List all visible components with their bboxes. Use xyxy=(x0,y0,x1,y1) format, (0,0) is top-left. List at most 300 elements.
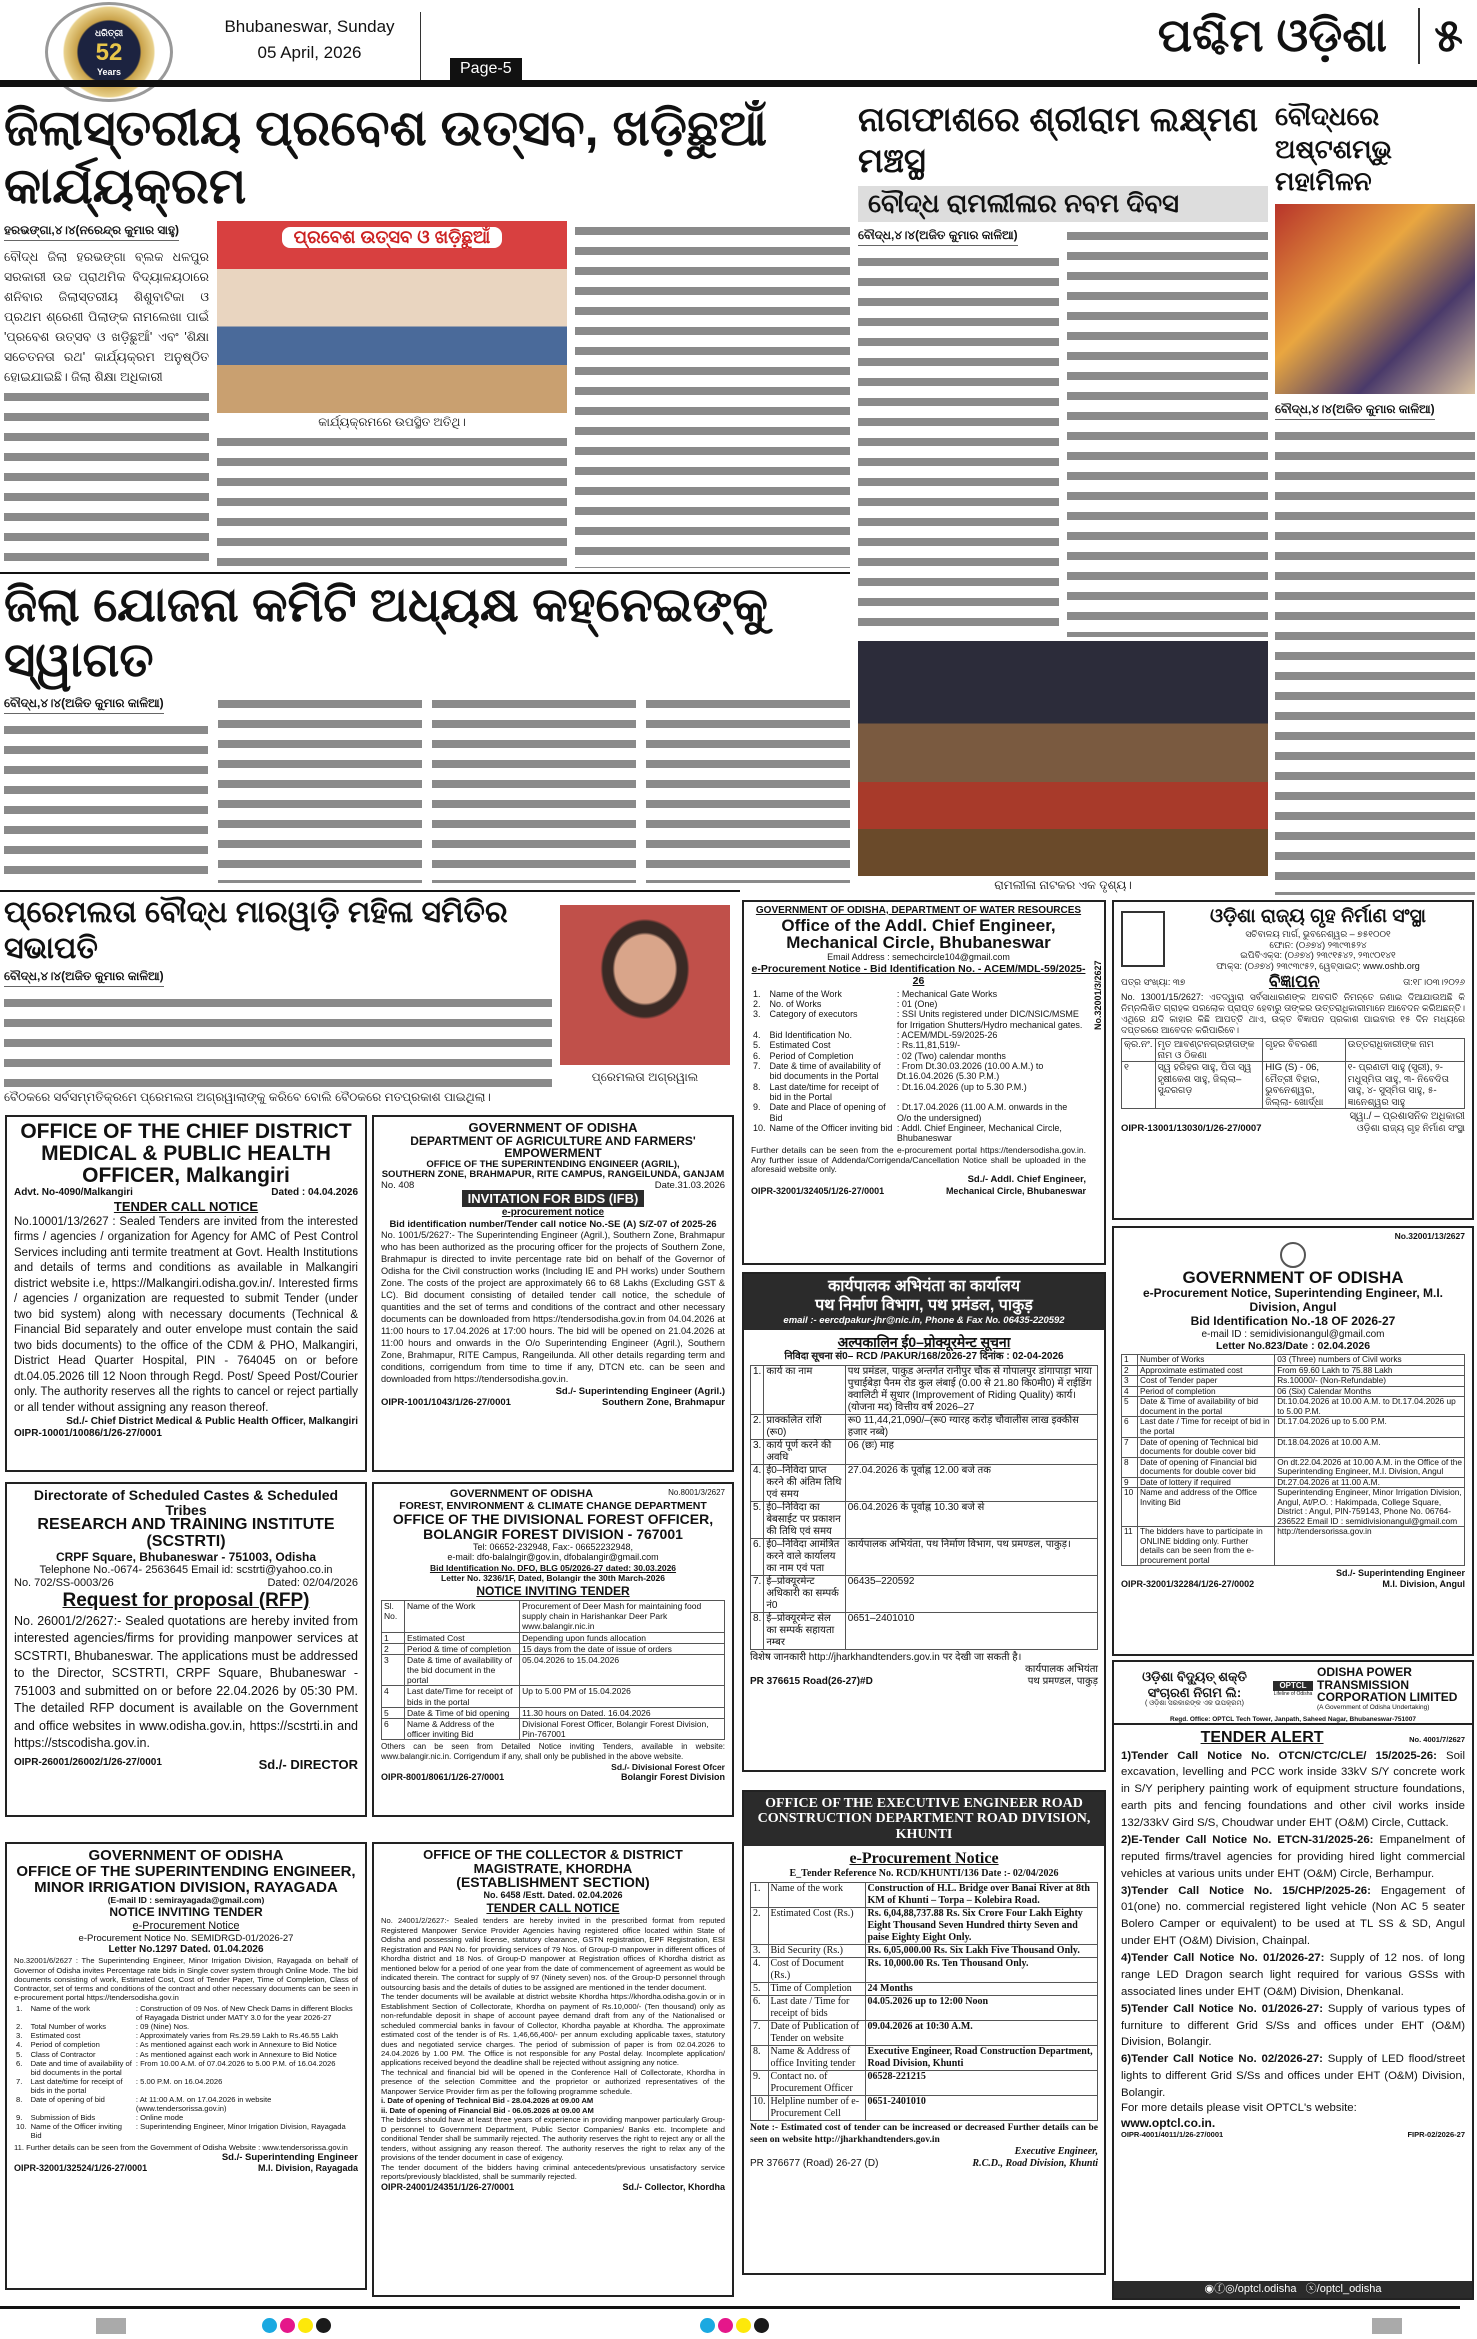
tender-notice-number: 6)Tender Call Notice No. 02/2026-27: xyxy=(1121,2053,1323,2066)
table-cell: Date of Publication of Tender on website xyxy=(768,2021,865,2046)
headline-premalata: ପ୍ରେମଲତା ବୌଦ୍ଧ ମାରୱାଡ଼ି ମହିଳା ସମିତିର ସଭାପତି xyxy=(4,896,508,965)
table-cell: : 09 (Nine) Nos. xyxy=(135,2022,190,2032)
table-cell: 4. xyxy=(751,1958,769,1983)
table-cell: : Addl. Chief Engineer, Mechanical Circle, Bhubaneswar xyxy=(896,1123,1062,1144)
table-cell: Name of the Officer inviting Bid xyxy=(30,2122,123,2141)
tender-alert-item: 4)Tender Call Notice No. 01/2026-27: Supply of 12 nos. of long range LED Dragon search light required for various GSSs with associated lines under EHT (O&M) Division, Dhenkanal. xyxy=(1121,1952,1465,1998)
table-cell: 4. xyxy=(16,2040,23,2050)
table-row xyxy=(382,1719,725,1740)
table-cell: 2 xyxy=(382,1643,405,1654)
article-body: ବୌଦ୍ଧ ଜିଲା ହରଭଙ୍ଗା ବ୍ଲକ ଧଳପୁର ସରକାରୀ ଉଚ୍ଚ ପ୍ରାଥମିକ ବିଦ୍ୟାଳୟଠାରେ ଶନିବାର ଜିଲାସ୍ତରୀୟ ଶିଶୁବାଟିକା ଓ ପ୍ରଥମ ଶ୍ରେଣୀ ପିଲାଙ୍କ ନାମଲେଖା ପାଇଁ 'ପ୍ରବେଶ ଉତ୍ସବ ଓ ଖଡ଼ିଛୁଆଁ' ଏବଂ 'ଶିକ୍ଷା ସଚେତନତା ରଥ' କାର୍ଯ୍ୟକ୍ରମ ଅନୁଷ୍ଠିତ ହୋଇଯାଇଛି। ଜିଲା ଶିକ୍ଷା ଅଧିକାରୀ xyxy=(4,250,209,384)
table-cell: 06 (छः) माह xyxy=(845,1439,1097,1464)
table-cell: 10 xyxy=(1122,1488,1138,1527)
table-cell: Total Number of works xyxy=(30,2022,107,2032)
table-cell: Period of completion xyxy=(30,2040,100,2050)
table-row xyxy=(14,2031,358,2040)
color-dot xyxy=(316,2318,331,2333)
tender-notice-number: 5)Tender Call Notice No. 01/2026-27: xyxy=(1121,2002,1324,2015)
table-row xyxy=(382,1686,725,1707)
mahamilan-photo xyxy=(1275,204,1475,394)
table-cell: : As mentioned against each work in Annexure to Bid Notice xyxy=(135,2040,337,2050)
table-cell: 8. xyxy=(751,2046,769,2071)
article-body-end: ବୈଠକରେ ସର୍ବସମ୍ମତିକ୍ରମେ ପ୍ରେମଲତା ଅଗ୍ରୱାଲାଙ୍କୁ କରିବେ ବୋଲି ବୈଠକରେ ମତପ୍ରକାଶ ପାଇଥିଲା। xyxy=(4,1090,491,1104)
table-row xyxy=(751,1123,1086,1144)
table-cell: Executive Engineer, Road Construction Department, Road Division, Khunti xyxy=(865,2046,1098,2071)
table-cell: Procurement of Deer Mash for maintaining food supply chain in Harishankar Deer Park www.balangir.nic.in xyxy=(520,1600,725,1632)
newspaper-logo: ଧରିତ୍ରୀ 52 Years xyxy=(45,2,173,102)
table-row xyxy=(751,1414,1098,1439)
headline-pravesh-utsav: ଜିଲାସ୍ତରୀୟ ପ୍ରବେଶ ଉତ୍ସବ, ଖଡ଼ିଛୁଆଁ କାର୍ଯ୍ୟକ୍ରମ xyxy=(4,100,768,214)
table-cell: 5. xyxy=(751,1983,769,1996)
table-cell: Number of Works xyxy=(1138,1355,1275,1366)
table-cell: 3. xyxy=(16,2031,23,2041)
table-row xyxy=(14,2122,358,2140)
ad-khordha-collector: OFFICE OF THE COLLECTOR & DISTRICT MAGISTRATE, KHORDHA (ESTABLISHMENT SECTION) No. 6458 /Estt. Dated. 02.04.2026 TENDER CALL NOTICE No. 24001/2/2627:- Sealed tenders are hereby invited in the prescribed format from reputed Registered Manpower Service Provider Agencies having registered office located within State of Odisha and possessing valid license, statutory clearance, GSTN registration, EPF Registration, ESI Registration and PAN No. for providing services of 79 Nos. of Group-D manpower in different offices of Khordha district and 18 Nos. of Group-D manpower at Registration offices of Khordha district as mentioned below for a period of one year from the date of commencement of agreement as would be indicated therein. The contract for supply of 97 (Ninety seven) nos. of the Group-D personnel through outsourcing basis and the details of duties to be assigned are mentioned in the tender document. The tender documents will be available at district website Khordha https://khordha.odisha.gov.in or in Establishment Section of Collectorate, Khordha on payment of Rs.10,000/- (Ten thousand) only as non-refundable deposit in shape of account payee demand draft from any of the Nationalised or scheduled commercial banks in favour of Collector, Khordha payable at Khordha. The approximate estimated cost of the tender is of Rs. 1,46,66,400/- per annum excluding applicable taxes, statutory dues and negotiated service charges. The period of submission of paper is from 02.04.2026 to 24.04.2026 by 1.00 PM. The Office is not responsible for any Postal delay. Incomplete application/ applications received beyond the deadline shall be rejected without assigning any notice. The technical and financial bid will be opened in the Conference Hall of Collectorate, Khordha in presence of the selection Committee and the proprietor or authorized representatives of the Manpower Service Provider firm as per the following programme schedule. i. Date of opening of Technical Bid - 28.04.2026 at 09.00 AM ii. Date of opening of Financial Bid - 06.05.2026 at 09.00 AM The bidders should have at least three years of experience in providing manpower particularly Group-D personnel to Government Department, Public Sector Companies/ Banks etc. Incomplete and conditional Tender shall be summarily rejected. The authority reserves the right to reject any or all the tenders, without assigning any reason thereof. The authority reserves the right to relax any of the provisions of the tender document in case of exigency. The tender document of the bidders having criminal antecedents/previous unsatisfactory service reports/previously blacklisted, shall be summarily rejected. OIPR-24001/24351/1/26-27/0001 Sd./- Collector, Khordha xyxy=(372,1842,734,2297)
table-cell: 3. xyxy=(751,1945,769,1958)
ad-khunti-rcd: OFFICE OF THE EXECUTIVE ENGINEER ROAD CONSTRUCTION DEPARTMENT ROAD DIVISION, KHUNTI e-Procurement Notice E_Tender Reference No. RCD/KHUNTI/136 Date :- 02/04/2026 1. Name of the work Construction of H.L. Bridge over Banai River at 8th KM of Khunti – Torpa – Kolebira Road. 2. Estimated Cost (Rs.) Rs. 6,04,88,737.88 Rs. Six Crore Four Lakh Eighty Eight Thousand Seven Hundred thirty Seven and paise Eighty Eight Only. 3. Bid Security (Rs.) Rs. 6,05,000.00 Rs. Six Lakh Five Thousand Only. 4. Cost of Document (Rs.) Rs. 10,000.00 Rs. Ten Thousand Only. 5. Time of Completion 24 Months 6. Last date / Time for receipt of bids 04.05.2026 up to 12:00 Noon 7. Date of Publication of Tender on website 09.04.2026 at 10:30 A.M. 8. Name & Address of office Inviting tender Executive Engineer, Road Construction Department, Road Division, Khunti 9. Contact no. of Procurement Officer 06528-221215 10. Helpline number of e-Procurement Cell 0651-2401010 Note :- Estimated cost of tender can be increased or decreased Further details can be seen on website http://jharkhandtenders.gov.in Executive Engineer, PR 376677 (Road) 26-27 (D) R.C.D., Road Division, Khunti xyxy=(742,1790,1106,2275)
table-cell: 8. xyxy=(751,1612,764,1649)
table-cell: 11 xyxy=(1122,1527,1138,1566)
table-row xyxy=(751,2046,1098,2071)
byline: ବୌଦ୍ଧ,୪।୪(ଅଜିତ କୁମାର କାଳିଆ) xyxy=(1275,402,1435,420)
grey-swatch xyxy=(1372,2318,1402,2334)
table-cell: 6 xyxy=(1122,1417,1138,1437)
table-row xyxy=(1122,1488,1465,1527)
photo-caption: କାର୍ଯ୍ୟକ୍ରମରେ ଉପସ୍ଥିତ ଅତିଥି। xyxy=(318,415,466,429)
premalata-photo xyxy=(560,905,730,1065)
byline: ବୌଦ୍ଧ,୪।୪(ଅଜିତ କୁମାର କାଳିଆ) xyxy=(858,228,1018,246)
table-cell: Helpline number of e-Procurement Cell xyxy=(768,2096,865,2121)
color-dot xyxy=(754,2318,769,2333)
headline-ashtashambhu: ବୌଦ୍ଧରେ ଅଷ୍ଟଶମ୍ଭୁ ମହାମିଳନ xyxy=(1275,101,1392,196)
article-body xyxy=(4,720,208,883)
table-row xyxy=(1122,1365,1465,1376)
byline: ହରଭଙ୍ଗା,୪।୪(ନରେନ୍ଦ୍ର କୁମାର ସାହୁ) xyxy=(4,223,179,241)
ad-pakur-road: कार्यपालक अभियंता का कार्यालय पथ निर्माण विभाग, पथ प्रमंडल, पाकुड़ email :- eercdpakur-jhr@nic.in, Phone & Fax No. 06435-220592 अल्पकालिन ई0–प्रोक्यूरमेन्ट सूचना निविदा सूचना सं0– RCD /PAKUR/168/2026-27 दिनांक : 02-04-2026 1. कार्य का नाम पथ प्रमंडल, पाकुड अन्तर्गत रानीपुर चौक से गोपालपुर डांगापाड़ा भाया पुचाईबेड़ा पैनम रोड कुल लंबाई (0.00 से 21.80 कि0मी0) में राईडिंग क्वालिटी में सुधार (Improvement of Riding Quality) कार्य। (योजना मद) वित्तीय वर्ष 2026–27 2. प्राक्कलित राशि (रू0) रू0 11,44,21,090/–(रू0 ग्यारह करोड़ चौवालीस लाख इक्कीस हजार नब्बे) 3. कार्य पूर्ण करने की अवधि 06 (छः) माह 4. ई0–निविदा प्राप्त करने की अंतिम तिथि एवं समय 27.04.2026 के पूर्वाह्न 12.00 बजे तक 5. ई0–निविदा का बेबसाईट पर प्रकाशन की तिथि एवं समय 06.04.2026 के पूर्वाह्न 10.30 बजे से 6. ई0–निविदा आमंत्रित करने वाले कार्यालय का नाम एवं पता कार्यपालक अभियंता, पथ निर्माण विभाग, पथ प्रमण्डल, पाकुड़। 7. ई–प्रोक्यूरमेन्ट अधिकारी का सम्पर्क नं0 06435–220592 8. ई–प्रोक्यूरमेन्ट सेल का सम्पर्क सहायता नम्बर 0651–2401010 विशेष जानकारी http://jharkhandtenders.gov.in पर देखी जा सकती है। कार्यपालक अभियंता PR 376615 Road(26-27)#D पथ प्रमण्डल, पाकुड़ xyxy=(742,1272,1106,1772)
table-cell: : Mechanical Gate Works xyxy=(896,988,998,999)
article-body-continued xyxy=(4,387,209,568)
table-cell: Period & time of completion xyxy=(404,1643,519,1654)
table-cell: 04.05.2026 up to 12:00 Noon xyxy=(865,1996,1098,2021)
table-cell: 7. xyxy=(753,1061,761,1072)
heirs-table: କ୍ର.ନଂ. ମୃତ ଆବଣ୍ଟନଗ୍ରହୀତାଙ୍କ ନାମ ଓ ଠିକଣା ଗୃହର ବିବରଣୀ ଉତ୍ତରାଧିକାରୀଙ୍କ ନାମ ୧ ସ୍ୱ ହରିହର ସାହୁ, ପିତା ସ୍ୱ ହୃଷୀକେଶ ସାହୁ, ଜିଲ୍ଲା– ସୁନ୍ଦରଗଡ଼ HIG (S) - 06, ମୈତ୍ରୀ ବିହାର, ଭୁବନେଶ୍ୱର, ଜିଲ୍ଲା- ଖୋର୍ଦ୍ଧା ୧- ପ୍ରଣତୀ ସାହୁ (ସ୍ତ୍ରୀ), ୨- ମଧୁସ୍ମିତା ସାହୁ, ୩- ନିବେଦିତା ସାହୁ, ୪- ସୁସ୍ମିତା ସାହୁ, ୫- ଜ୍ଞାନେଶ୍ୱର ସାହୁ xyxy=(1121,1038,1465,1109)
table-row xyxy=(14,2113,358,2122)
article-body-continued xyxy=(646,694,850,883)
table-cell: Date of opening of bid xyxy=(30,2095,105,2105)
table-row xyxy=(751,1082,1086,1103)
table-cell: Period of completion xyxy=(1138,1386,1275,1397)
tender-alert-item: 1)Tender Call Notice No. OTCN/CTC/CLE/ 15/2025-26: Soil excavation, levelling and PCC work inside 33kV S/Y concrete work in S/Y periphery painting work of equipment structure foundations, earth pits and fencing foundations and other civil works inside 132/33kV Gird S/S, Choudwar under EHT (O&M) Circle, Cuttack. xyxy=(1121,1749,1465,1830)
table-cell: : 02 (Two) calendar months xyxy=(896,1050,1006,1061)
table-row xyxy=(751,1996,1098,2021)
table-cell: 1. xyxy=(751,1883,769,1908)
table-cell: 4. xyxy=(751,1464,764,1501)
tender-details-table xyxy=(750,1882,1098,2121)
table-cell: 05.04.2026 to 15.04.2026 xyxy=(520,1654,725,1686)
tender-alert-item: 3)Tender Call Notice No. 15/CHP/2025-26: Engagement of 01(one) no. commercial registered light vehicle (Non AC 5 seater Bolero Camper or equivalent) to be used at TL SS & SD, Angul under EHT (O&M) Division, Chainpal. xyxy=(1121,1884,1465,1948)
table-row xyxy=(751,1061,1086,1082)
photo-caption: ରାମଲୀଳା ନାଟକର ଏକ ଦୃଶ୍ୟ। xyxy=(994,878,1132,892)
ad-optcl-tender-alert: ଓଡ଼ିଶା ବିଦ୍ୟୁତ୍ ଶକ୍ତି ସଂଚାରଣ ନିଗମ ଲି: ( ଓଡ଼ିଶା ସରକାରଙ୍କ ଏକ ଉପକ୍ରମ) OPTCL Lifeline of Odisha ODISHA POWER TRANSMISSION CORPORATION LIMITED (A Government of Odisha Undertaking) Regd. Office: OPTCL Tech Tower, Janpath, Saheed Nagar, Bhubaneswar-751007 TENDER ALERT No. 4001/7/2627 1)Tender Call Notice No. OTCN/CTC/CLE/ 15/2025-26: Soil excavation, levelling and PCC work inside 33kV S/Y concrete work in S/Y periphery painting work of equipment structure foundations, earth pits and fencing foundations and other civil works inside 132/33kV Gird S/S, Choudwar under EHT (O&M) Circle, Cuttack. 2)E-Tender Call Notice No. ETCN-31/2025-26: Empanelment of reputed firms/travel agencies for providing hired light commercial vehicles at various units under EHT (O&M) Circle, Berhampur. 3)Tender Call Notice No. 15/CHP/2025-26: Engagement of 01(one) no. commercial registered light vehicle (Non AC 5 seater Bolero Camper or equivalent) to be used at TL SS & SD, Angul under EHT (O&M) Division, Chainpal. 4)Tender Call Notice No. 01/2026-27: Supply of 12 nos. of long range LED Dragon search light required for various GSSs with associated lines under EHT (O&M) Division, Dhenkanal. 5)Tender Call Notice No. 01/2026-27: Supply of various types of furniture to different Grid S/Ss and offices under EHT (O&M) Division, Bolangir. 6)Tender Call Notice No. 02/2026-27: Supply of LED flood/street lights to different Grid S/Ss and offices under EHT (O&M) Division, Bolangir. For more details please visit OPTCL's website: www.optcl.co.in. OIPR-4001/4011/1/26-27/0001 FIPR-02/2026-27 ◉ⓕ◎/optcl.odisha ⓧ/optcl_odisha xyxy=(1112,1660,1474,2300)
water-details-table xyxy=(751,989,1086,1144)
table-cell: प्राक्कलित राशि (रू0) xyxy=(764,1414,845,1439)
tender-alert-list xyxy=(1121,1748,1465,2102)
table-row xyxy=(751,1575,1098,1612)
table-cell: Name of the work xyxy=(768,1883,865,1908)
odisha-emblem-icon xyxy=(1280,1242,1306,1268)
table-row xyxy=(751,999,1086,1009)
table-cell: Dt.27.04.2026 at 11.00 A.M. xyxy=(1275,1477,1465,1488)
table-cell: : Superintending Engineer, Minor Irrigation Division, Rayagada xyxy=(135,2122,346,2132)
table-cell: Date of opening of Financial bid documents for double cover bid xyxy=(1138,1457,1275,1477)
photo-caption: ପ୍ରେମଲତା ଅଗ୍ରୱାଲ xyxy=(591,1070,699,1084)
registration-dots xyxy=(262,2318,334,2338)
table-cell: : 01 (One) xyxy=(896,999,938,1009)
registration-dots xyxy=(700,2318,772,2338)
table-cell: Last date/time for receipt of bid in the Portal xyxy=(769,1081,879,1103)
table-cell: Date and Place of opening of Bid xyxy=(769,1102,886,1123)
color-dot xyxy=(718,2318,733,2333)
table-cell: Rs. 10,000.00 Rs. Ten Thousand Only. xyxy=(865,1958,1098,1983)
table-cell: 27.04.2026 के पूर्वाह्न 12.00 बजे तक xyxy=(845,1464,1097,1501)
page-label: Page-5 xyxy=(450,58,522,81)
tender-alert-item: 5)Tender Call Notice No. 01/2026-27: Supply of various types of furniture to different Grid S/Ss and offices under EHT (O&M) Division, Bolangir. xyxy=(1121,2002,1465,2049)
table-cell: Superintending Engineer, Minor Irrigation Division, Angul, At/P.O. : Hakimpada, College Square, District : Angul, PIN-759143, Phone No. 06764-236522 Email ID : semidivisionangul@gmail.com xyxy=(1275,1488,1465,1527)
table-cell: 4. xyxy=(753,1030,761,1041)
table-row xyxy=(1122,1376,1465,1387)
divider xyxy=(420,12,421,80)
table-cell: 1. xyxy=(16,2003,23,2013)
table-cell: 9. xyxy=(16,2113,23,2123)
table-cell: 9. xyxy=(751,2071,769,2096)
ad-rayagada-mi-division: GOVERNMENT OF ODISHA OFFICE OF THE SUPERINTENDING ENGINEER, MINOR IRRIGATION DIVISION, RAYAGADA (E-mail ID : semirayagada@gmail.com) NOTICE INVITING TENDER e-Procurement Notice e-Procurement Notice No. SEMIDRGD-01/2026-27 Letter No.1297 Dated. 01.04.2026 No.32001/6/2627 : The Superintending Engineer, Minor Irrigation Division, Rayagada on behalf of Governor of Odisha invites Percentage rate bids in Single cover system through Online Mode. The bid documents consisting of work, Estimated Cost, Cost of Tender Paper, Time of Completion, Class of Contractor, set of terms and conditions of the contract and other necessary documents can be seen in e-procurement portal https://tendersodisha.gov.in 1. Name of the work : Construction of 09 Nos. of New Check Dams in different Blocks of Rayagada District under MATY 3.0 for the year 2026-27 2. Total Number of works : 09 (Nine) Nos. 3. Estimated cost : Approximately varies from Rs.29.59 Lakh to Rs.46.55 Lakh 4. Period of completion : As mentioned against each work in Annexure to Bid Notice 5. Class of Contractor : As mentioned against each work in Annexure to Bid Notice 6. Date and time of availability of bid documents in the portal : From 10.00 A.M. of 07.04.2026 to 5.00 P.M. of 16.04.2026 7. Last date/time for receipt of bids in the portal : 5.00 P.M. on 16.04.2026 8. Date of opening of bid : At 11:00 A.M. on 17.04.2026 in website (www.tendersorissa.gov.in) 9. Submission of Bids : Online mode 10. Name of the Officer inviting Bid : Superintending Engineer, Minor Irrigation Division, Rayagada 11. Further details can be seen from the Government of Odisha Website : www.tendersorissa.gov.in Sd./- Superintending Engineer OIPR-32001/32524/1/26-27/0001 M.I. Division, Rayagada xyxy=(5,1842,367,2290)
ad-water-resources: GOVERNMENT OF ODISHA, DEPARTMENT OF WATER RESOURCES Office of the Addl. Chief Engineer, Mechanical Circle, Bhubaneswar Email Address : semechcircle104@gmail.com e-Procurement Notice - Bid Identification No. - ACEM/MDL-59/2025-26 1. Name of the Work : Mechanical Gate Works 2. No. of Works : 01 (One) 3. Category of executors : SSI Units registered under DIC/NSIC/MSME for Irrigation Shutters/Hydro mechanical gates. 4. Bid Identification No. : ACEM/MDL-59/2025-26 5. Estimated Cost : Rs.11,81,519/- 6. Period of Completion : 02 (Two) calendar months 7. Date & time of availability of bid documents in the Portal : From Dt.30.03.2026 (10.00 A.M.) to Dt.16.04.2026 (5.30 P.M.) 8. Last date/time for receipt of bid in the Portal : Dt.16.04.2026 (up to 5.30 P.M.) 9. Date and Place of opening of Bid : Dt.17.04.2026 (11.00 A.M. onwards in the O/o the undersigned) 10. Name of the Officer inviting bid : Addl. Chief Engineer, Mechanical Circle, Bhubaneswar Further details can be seen from the e-procurement portal https://tendersodisha.gov.in. Any further issue of Addenda/Corrigenda/Cancellation Notice shall be uploaded in the aforesaid website only. Sd./- Addl. Chief Engineer, OIPR-32001/32405/1/26-27/0001 Mechanical Circle, Bhubaneswar xyxy=(742,900,1106,1265)
table-cell: Rs. 6,04,88,737.88 Rs. Six Crore Four Lakh Eighty Eight Thousand Seven Hundred thirty Seven and paise Eighty Eight Only. xyxy=(865,1908,1098,1945)
table-cell: 5 xyxy=(382,1707,405,1718)
optcl-logo: OPTCL xyxy=(1273,1681,1313,1691)
color-dot xyxy=(736,2318,751,2333)
table-cell: : Dt.17.04.2026 (11.00 A.M. onwards in the O/o the undersigned) xyxy=(896,1102,1068,1123)
dateline: Bhubaneswar, Sunday 05 April, 2026 xyxy=(224,17,395,62)
table-cell: : ACEM/MDL-59/2025-26 xyxy=(896,1030,998,1041)
table-cell: 10. xyxy=(16,2122,27,2132)
article-ashtashambhu xyxy=(1275,100,1475,895)
table-row xyxy=(1122,1397,1465,1417)
tender-notice-number: 3)Tender Call Notice No. 15/CHP/2025-26: xyxy=(1121,1884,1371,1897)
table-row xyxy=(14,2022,358,2031)
table-row xyxy=(1122,1527,1465,1566)
table-row xyxy=(382,1707,725,1718)
table-cell: Cost of Document (Rs.) xyxy=(768,1958,865,1983)
table-row xyxy=(14,2077,358,2095)
table-row xyxy=(751,1009,1086,1030)
table-cell: On dt.22.04.2026 at 10.00 A.M. in the Office of the Superintending Engineer, M.I. Division, Angul xyxy=(1275,1457,1465,1477)
table-cell: : At 11:00 A.M. on 17.04.2026 in website (www.tendersorissa.gov.in) xyxy=(135,2095,272,2114)
table-row xyxy=(751,2021,1098,2046)
photo-banner: ପ୍ରବେଶ ଉତ୍ସବ ଓ ଖଡ଼ିଛୁଆଁ xyxy=(282,227,502,248)
ad-oshb-notice: ଓଡ଼ିଶା ରାଜ୍ୟ ଗୃହ ନିର୍ମାଣ ସଂସ୍ଥା ସଚିବାଳୟ ମାର୍ଗ, ଭୁବନେଶ୍ୱର – ୭୫୧୦୦୧ ଫୋନ: (୦୬୭୪) ୨୩୯୩୫୨୪ ଇପିବିଏକ୍ସ: (୦୬୭୪) ୨୩୯୧୫୪୨, ୨୩୯୦୧୪୧ ଫାକ୍ସ: (୦୬୭୪) ୨୩୯୩୯୫୨, ୱେବ୍‌ସାଇଟ୍: www.oshb.org ପତ୍ର ସଂଖ୍ୟା: ୩୭ ବିଜ୍ଞାପନ ତା:୧୮।୦୩।୨୦୨୬ No. 13001/15/2627: ଏତଦ୍ୱାରା ସର୍ବସାଧାରଣଙ୍କ ଅବଗତି ନିମନ୍ତେ ଜଣାଇ ଦିଆଯାଉଅଛି କି ନିମ୍ନଲିଖିତ ଗ୍ରାହକ ପରଲୋକ ପ୍ରାପ୍ତ ହେବାରୁ ତାଙ୍କର ଉତ୍ତରାଧିକାରୀମାନେ ଆବେଦନ କରିଅଛନ୍ତି। ଏଥିରେ ଯଦି କାହାର କିଛି ଆପତ୍ତି ଥାଏ, ଉକ୍ତ ବିଜ୍ଞାପନ ପ୍ରକାଶ ପାଇବାର ୧୫ ଦିନ ମଧ୍ୟରେ ଦପ୍ତରରେ ଆବେଦନ କରିପାରିବେ। କ୍ର.ନଂ. ମୃତ ଆବଣ୍ଟନଗ୍ରହୀତାଙ୍କ ନାମ ଓ ଠିକଣା ଗୃହର ବିବରଣୀ ଉତ୍ତରାଧିକାରୀଙ୍କ ନାମ ୧ ସ୍ୱ ହରିହର ସାହୁ, ପିତା ସ୍ୱ ହୃଷୀକେଶ ସାହୁ, ଜିଲ୍ଲା– ସୁନ୍ଦରଗଡ଼ HIG (S) - 06, ମୈତ୍ରୀ ବିହାର, ଭୁବନେଶ୍ୱର, ଜିଲ୍ଲା- ଖୋର୍ଦ୍ଧା ୧- ପ୍ରଣତୀ ସାହୁ (ସ୍ତ୍ରୀ), ୨- ମଧୁସ୍ମିତା ସାହୁ, ୩- ନିବେଦିତା ସାହୁ, ୪- ସୁସ୍ମିତା ସାହୁ, ୫- ଜ୍ଞାନେଶ୍ୱର ସାହୁ ସ୍ୱା./ – ପ୍ରଶାସନିକ ଅଧିକାରୀ OIPR-13001/13030/1/26-27/0007 ଓଡ଼ିଶା ରାଜ୍ୟ ଗୃହ ନିର୍ମାଣ ସଂସ୍ଥା xyxy=(1112,900,1474,1220)
table-cell: 06528-221215 xyxy=(865,2071,1098,2096)
table-row xyxy=(382,1643,725,1654)
x-icon: ⓧ xyxy=(1305,2282,1317,2295)
grey-swatch xyxy=(96,2318,126,2334)
table-cell: Date & Time of availability of bid document in the portal xyxy=(1138,1397,1275,1417)
table-cell: : Rs.11,81,519/- xyxy=(896,1040,961,1051)
table-cell: 5. xyxy=(16,2049,23,2059)
table-cell: : From Dt.30.03.2026 (10.00 A.M.) to Dt.16.04.2026 (5.30 P.M.) xyxy=(896,1061,1044,1082)
table-cell: Last date/time for receipt of bids in the portal xyxy=(30,2076,123,2095)
ad-bolangir-forest: GOVERNMENT OF ODISHA No.8001/3/2627 FOREST, ENVIRONMENT & CLIMATE CHANGE DEPARTMENT OFFICE OF THE DIVISIONAL FOREST OFFICER, BOLANGIR FOREST DIVISION - 767001 Tel: 06652-232948, Fax:- 06652232948, e-mail: dfo-balalngir@gov.in, dfobalangir@gmail.com Bid Identification No. DFO, BLG 05/2026-27 dated: 30.03.2026 Letter No. 3236/1F, Dated, Bolangir the 30th March-2026 NOTICE INVITING TENDER Sl. No. Name of the Work Procurement of Deer Mash for maintaining food supply chain in Harishankar Deer Park www.balangir.nic.in 1 Estimated Cost Depending upon funds allocation 2 Period & time of completion 15 days from the date of issue of orders 3 Date & time of availability of the bid document in the portal 05.04.2026 to 15.04.2026 4 Last date/Time for receipt of bids in the portal Up to 5.00 PM of 15.04.2026 5 Date & Time of bid opening 11.30 hours on Dated. 16.04.2026 6 Name & Address of the officer inviting Bid Divisional Forest Officer, Bolangir Forest Division, Pin-767001 Others can be seen from Detailed Notice inviting Tenders, available in website: www.balangir.nic.in. Corrigendum if any, shall only be published in the above website. Sd./- Divisional Forest Ofcer OIPR-8001/8061/1/26-27/0001 Bolangir Forest Division xyxy=(372,1482,734,1817)
table-row xyxy=(751,2071,1098,2096)
article-pravesh-utsav xyxy=(4,100,850,568)
table-cell: 5. xyxy=(753,1040,761,1051)
article-body-continued xyxy=(218,694,422,883)
table-row xyxy=(1122,1437,1465,1457)
article-yojana-committee xyxy=(4,578,850,883)
table-cell: 3 xyxy=(382,1654,405,1686)
table-cell: 3. xyxy=(751,1439,764,1464)
table-cell: Construction of H.L. Bridge over Banai River at 8th KM of Khunti – Torpa – Kolebira Road. xyxy=(865,1883,1098,1908)
oshb-logo-icon xyxy=(1121,911,1165,967)
table-cell: Time of Completion xyxy=(768,1983,865,1996)
table-row xyxy=(1122,1457,1465,1477)
table-row xyxy=(1122,1417,1465,1437)
table-row xyxy=(382,1600,725,1632)
table-cell: 5. xyxy=(751,1501,764,1538)
tender-details-table xyxy=(14,2004,358,2141)
table-cell: 09.04.2026 at 10:30 A.M. xyxy=(865,2021,1098,2046)
event-photo xyxy=(217,221,567,413)
table-cell: ई0–निविदा आमंत्रित करने वाले कार्यालय का नाम एवं पता xyxy=(764,1538,845,1575)
table-cell: 7 xyxy=(1122,1437,1138,1457)
table-cell: Depending upon funds allocation xyxy=(520,1632,725,1643)
table-cell: Dt.10.04.2026 at 10.00 A.M. to Dt.17.04.2026 up to 5.00 P.M. xyxy=(1275,1397,1465,1417)
table-cell: : Online mode xyxy=(135,2113,184,2123)
table-cell: Name of the Officer inviting bid xyxy=(769,1123,893,1134)
table-cell: Estimated Cost xyxy=(404,1632,519,1643)
table-cell: 15 days from the date of issue of orders xyxy=(520,1643,725,1654)
table-cell: Sl. No. xyxy=(382,1600,405,1632)
table-cell: 1 xyxy=(382,1632,405,1643)
table-row xyxy=(1122,1355,1465,1366)
table-cell: 0651-2401010 xyxy=(865,2096,1098,2121)
table-cell: 6. xyxy=(16,2058,23,2068)
table-cell: Last date/Time for receipt of bids in the portal xyxy=(404,1686,519,1707)
table-cell: 1. xyxy=(751,1365,764,1414)
table-row xyxy=(751,2096,1098,2121)
table-cell: 2. xyxy=(751,1414,764,1439)
table-cell: Date & Time of bid opening xyxy=(404,1707,519,1718)
tender-alert-item: 2)E-Tender Call Notice No. ETCN-31/2025-26: Empanelment of reputed firms/travel agencies for providing hired light commercial vehicles at various units under EHT (O&M) Circle, Berhampur. xyxy=(1121,1833,1466,1880)
table-cell: Bid Identification No. xyxy=(769,1030,853,1041)
byline: ବୌଦ୍ଧ,୪।୪(ଅଜିତ କୁମାର କାଳିଆ) xyxy=(4,969,164,987)
table-cell: ई–प्रोक्यूरमेन्ट अधिकारी का सम्पर्क नं0 xyxy=(764,1575,845,1612)
table-cell: Name of the Work xyxy=(769,988,842,999)
table-cell: 1. xyxy=(753,988,761,999)
social-handles: ◉ⓕ◎/optcl.odisha ⓧ/optcl_odisha xyxy=(1114,2281,1472,2298)
ad-ref-number: No.32001/3/2627 xyxy=(1093,960,1103,1030)
tender-notice-number: 2)E-Tender Call Notice No. ETCN-31/2025-26: xyxy=(1121,1833,1374,1846)
tender-notice-number: 1)Tender Call Notice No. OTCN/CTC/CLE/ 15/2025-26: xyxy=(1121,1749,1437,1762)
table-cell: 06.04.2026 के पूर्वाह्न 10.30 बजे से xyxy=(845,1501,1097,1538)
table-cell: Estimated Cost xyxy=(769,1040,831,1051)
table-cell: 9 xyxy=(1122,1477,1138,1488)
table-cell: Estimated Cost (Rs.) xyxy=(768,1908,865,1945)
table-cell: 06 (Six) Calendar Months xyxy=(1275,1386,1465,1397)
table-row xyxy=(14,2040,358,2049)
table-cell: Date and time of availability of bid documents in the portal xyxy=(30,2058,132,2077)
table-cell: 2. xyxy=(753,999,761,1009)
table-cell: 3 xyxy=(1122,1376,1138,1387)
table-cell: 03 (Three) numbers of Civil works xyxy=(1275,1355,1465,1366)
table-row xyxy=(751,1883,1098,1908)
table-cell: 11.30 hours on Dated. 16.04.2026 xyxy=(520,1707,725,1718)
table-cell: Date of opening of Technical bid documents for double cover bid xyxy=(1138,1437,1275,1457)
article-column xyxy=(4,221,209,568)
table-cell: 4 xyxy=(382,1686,405,1707)
table-row xyxy=(1122,1477,1465,1488)
article-body xyxy=(1275,426,1475,896)
divider xyxy=(0,890,740,892)
table-cell: Bid Security (Rs.) xyxy=(768,1945,865,1958)
table-row xyxy=(14,2059,358,2077)
table-cell: Up to 5.00 PM of 15.04.2026 xyxy=(520,1686,725,1707)
table-cell: Estimated cost xyxy=(30,2031,81,2041)
subheadline-ramlila: ବୌଦ୍ଧ ରାମଲୀଳାର ନବମ ଦିବସ xyxy=(858,186,1268,222)
article-body-continued xyxy=(217,432,567,568)
table-row xyxy=(751,1102,1086,1123)
table-row xyxy=(751,989,1086,999)
table-cell: कार्य पूर्ण करने की अवधि xyxy=(764,1439,845,1464)
table-cell: 06435–220592 xyxy=(845,1575,1097,1612)
table-cell: 5 xyxy=(1122,1397,1138,1417)
table-cell: रू0 11,44,21,090/–(रू0 ग्यारह करोड़ चौवालीस लाख इक्कीस हजार नब्बे) xyxy=(845,1414,1097,1439)
table-cell: : Construction of 09 Nos. of New Check Dams in different Blocks of Rayagada District under MATY 3.0 for the year 2026-27 xyxy=(135,2003,353,2023)
table-cell: : From 10.00 A.M. of 07.04.2026 to 5.00 P.M. of 16.04.2026 xyxy=(135,2058,336,2068)
table-cell: Name of the work xyxy=(30,2003,91,2013)
table-row xyxy=(751,1612,1098,1649)
table-cell: Divisional Forest Officer, Bolangir Forest Division, Pin-767001 xyxy=(520,1719,725,1740)
header-rule xyxy=(0,80,1477,87)
table-cell: Name & Address of the officer inviting Bid xyxy=(404,1719,519,1740)
ad-scstrti-rfp: Directorate of Scheduled Castes & Scheduled Tribes RESEARCH AND TRAINING INSTITUTE (SCSTRTI) CRPF Square, Bhubaneswar - 751003, Odisha Telephone No.-0674- 2563645 Email id: scstrti@yahoo.co.in No. 702/SS-0003/26 Dated: 02/04/2026 Request for proposal (RFP) No. 26001/2/2627:- Sealed quotations are hereby invited from interested agencies/firms for providing manpower services at SCSTRTI, Bhubaneswar. The applications must be addressed to the Director, SCSTRTI, CRPF Square, Bhubaneswar - 751003 and submitted on or before 22.04.2026 by 05:30 PM. The detailed RFP document is available on the Government and office websites in www.odisha.gov.in, https://scstrti.in and https://stscodisha.gov.in. OIPR-26001/26002/1/26-27/0001 Sd./- DIRECTOR xyxy=(5,1482,367,1817)
table-row xyxy=(1122,1386,1465,1397)
table-cell: ई–प्रोक्यूरमेन्ट सेल का सम्पर्क सहायता नम्बर xyxy=(764,1612,845,1649)
table-cell: : SSI Units registered under DIC/NSIC/MSME for Irrigation Shutters/Hydro mechanical gates. xyxy=(896,1009,1083,1030)
table-row xyxy=(751,1464,1098,1501)
table-cell: Submission of Bids xyxy=(30,2113,96,2123)
table-cell: कार्यपालक अभियंता, पथ निर्माण विभाग, पथ प्रमण्डल, पाकुड़। xyxy=(845,1538,1097,1575)
table-row xyxy=(751,1983,1098,1996)
table-cell: 10. xyxy=(751,2096,769,2121)
table-cell: ई0–निविदा प्राप्त करने की अंतिम तिथि एवं समय xyxy=(764,1464,845,1501)
table-cell: Approximate estimated cost xyxy=(1138,1365,1275,1376)
tender-details-table xyxy=(1121,1354,1465,1566)
table-cell: 4 xyxy=(1122,1386,1138,1397)
color-dot xyxy=(280,2318,295,2333)
table-cell: Last date / Time for receipt of bid in the portal xyxy=(1138,1417,1275,1437)
table-cell: No. of Works xyxy=(769,999,822,1009)
table-cell: 1 xyxy=(1122,1355,1138,1366)
table-cell: 24 Months xyxy=(865,1983,1098,1996)
article-body xyxy=(858,252,1059,637)
table-cell: 7. xyxy=(751,2021,769,2046)
table-cell: : 5.00 P.M. on 16.04.2026 xyxy=(135,2076,223,2086)
table-cell: : As mentioned against each work in Annexure to Bid Notice xyxy=(135,2049,337,2059)
table-cell: 6. xyxy=(753,1050,761,1061)
table-cell: Date & time of availability of the bid document in the portal xyxy=(404,1654,519,1686)
table-cell: कार्य का नाम xyxy=(764,1365,845,1414)
table-row xyxy=(751,1051,1086,1061)
article-nagaphasa xyxy=(858,100,1268,895)
article-body-continued xyxy=(432,694,636,883)
table-row xyxy=(382,1632,725,1643)
table-cell: ई0–निविदा का बेबसाईट पर प्रकाशन की तिथि एवं समय xyxy=(764,1501,845,1538)
article-body-continued xyxy=(1067,226,1268,637)
table-cell: 6 xyxy=(382,1719,405,1740)
table-cell: The bidders have to participate in ONLINE bidding only. Further details can be seen from the e-procurement portal xyxy=(1138,1527,1275,1566)
divider xyxy=(0,572,850,574)
article-body xyxy=(4,993,552,1087)
table-row xyxy=(751,1030,1086,1040)
table-cell: Name of the Work xyxy=(404,1600,519,1632)
section-title: ପଶ୍ଚିମ ଓଡ଼ିଶା xyxy=(1157,9,1387,61)
table-cell: 3. xyxy=(753,1009,761,1020)
table-cell: 2 xyxy=(1122,1365,1138,1376)
tender-notice-number: 4)Tender Call Notice No. 01/2026-27: xyxy=(1121,1952,1325,1965)
table-cell: Name and address of the Office Inviting Bid xyxy=(1138,1488,1275,1527)
table-row xyxy=(751,1945,1098,1958)
table-row xyxy=(751,1538,1098,1575)
table-cell: Category of executors xyxy=(769,1009,858,1020)
table-cell: From 69.60 Lakh to 75.88 Lakh xyxy=(1275,1365,1465,1376)
article-premalata xyxy=(4,895,552,1107)
ramlila-photo xyxy=(858,641,1268,876)
table-cell: 8. xyxy=(16,2095,23,2105)
table-cell: Dt.18.04.2026 at 10.00 A.M. xyxy=(1275,1437,1465,1457)
tender-details-table xyxy=(750,1365,1098,1650)
tender-details-table xyxy=(381,1600,725,1740)
tender-alert-item: 6)Tender Call Notice No. 02/2026-27: Supply of LED flood/street lights to different Grid S/Ss and offices under EHT (O&M) Division, Bolangir. xyxy=(1121,2053,1465,2100)
table-cell: Rs.10000/- (Non-Refundable) xyxy=(1275,1376,1465,1387)
table-cell: 2. xyxy=(16,2022,23,2032)
table-cell: http://tendersorissa.gov.in xyxy=(1275,1527,1465,1566)
table-cell: Contact no. of Procurement Officer xyxy=(768,2071,865,2096)
table-cell: Name & Address of office Inviting tender xyxy=(768,2046,865,2071)
table-cell: Date of lottery if required xyxy=(1138,1477,1275,1488)
table-cell: : Approximately varies from Rs.29.59 Lakh to Rs.46.55 Lakh xyxy=(135,2031,339,2041)
table-row xyxy=(751,1439,1098,1464)
page-number: ୫ xyxy=(1418,8,1463,64)
table-cell: 9. xyxy=(753,1102,761,1113)
table-cell: 6. xyxy=(751,1996,769,2021)
table-row xyxy=(751,1365,1098,1414)
table-cell: Date & time of availability of bid documents in the Portal xyxy=(769,1061,881,1082)
ad-angul-mi-division: No.32001/13/2627 GOVERNMENT OF ODISHA e-Procurement Notice, Superintending Engineer, M.I. Division, Angul Bid Identification No.-18 OF 2026-27 e-mail ID : semidivisionangul@gmail.com Letter No.823/Date : 02.04.2026 1 Number of Works 03 (Three) numbers of Civil works 2 Approximate estimated cost From 69.60 Lakh to 75.88 Lakh 3 Cost of Tender paper Rs.10000/- (Non-Refundable) 4 Period of completion 06 (Six) Calendar Months 5 Date & Time of availability of bid document in the portal Dt.10.04.2026 at 10.00 A.M. to Dt.17.04.2026 up to 5.00 P.M. 6 Last date / Time for receipt of bid in the portal Dt.17.04.2026 up to 5.00 P.M. 7 Date of opening of Technical bid documents for double cover bid Dt.18.04.2026 at 10.00 A.M. 8 Date of opening of Financial bid documents for double cover bid On dt.22.04.2026 at 10.00 A.M. in the Office of the Superintending Engineer, M.I. Division, Angul 9 Date of lottery if required Dt.27.04.2026 at 11.00 A.M. 10 Name and address of the Office Inviting Bid Superintending Engineer, Minor Irrigation Division, Angul, At/P.O. : Hakimpada, College Square, District : Angul, PIN-759143, Phone No. 06764-236522 Email ID : semidivisionangul@gmail.com 11 The bidders have to participate in ONLINE bidding only. Further details can be seen from the e-procurement portal http://tendersorissa.gov.in Sd./- Superintending Engineer OIPR-32001/32284/1/26-27/0002 M.I. Division, Angul xyxy=(1112,1226,1474,1656)
table-cell: 7. xyxy=(16,2076,23,2086)
table-cell: Period of Completion xyxy=(769,1050,854,1061)
table-cell: Cost of Tender paper xyxy=(1138,1376,1275,1387)
table-cell: Dt.17.04.2026 up to 5.00 P.M. xyxy=(1275,1417,1465,1437)
color-dot xyxy=(262,2318,277,2333)
byline: ବୌଦ୍ଧ,୪।୪(ଅଜିତ କୁମାର କାଳିଆ) xyxy=(4,696,164,714)
article-column xyxy=(217,221,567,568)
table-row xyxy=(751,1958,1098,1983)
headline-nagaphasa: ନାଗଫାଶରେ ଶ୍ରୀରାମ ଲକ୍ଷ୍ମଣ ମଞ୍ଚସ୍ଥ xyxy=(858,101,1258,180)
table-row xyxy=(751,1040,1086,1050)
ad-malkangiri-tender: OFFICE OF THE CHIEF DISTRICT MEDICAL & PUBLIC HEALTH OFFICER, Malkangiri Advt. No-4090/Malkangiri Dated : 04.04.2026 TENDER CALL NOTICE No.10001/13/2627 : Sealed Tenders are invited from the interested firms / agencies / organization for Agency for AMC of Pest Control Services including anti termite treatment at Govt. Health Institutions and details of terms and conditions as available in Malkangiri district website i.e, https://Malkangiri.odisha.gov.in/. Interested firms / agencies / organization are requested to submit Tender (under two bid system) along with necessary documents (Technical & Financial Bid separately and outer envelope must contain the said two bids documents) to the office of the CDM & PHO, Malkangiri, District Head Quarter Hospital, PIN - 764045 on or before dt.04.05.2026 till 12 Noon through Regd. Post/ Speed Post/Courier only. The authority reserves all the rights to cancel or reject partially or all tender without assigning any reason thereof. Sd./- Chief District Medical & Public Health Officer, Malkangiri OIPR-10001/10086/1/26-27/0001 xyxy=(5,1115,367,1472)
table-cell: Class of Contractor xyxy=(30,2049,96,2059)
